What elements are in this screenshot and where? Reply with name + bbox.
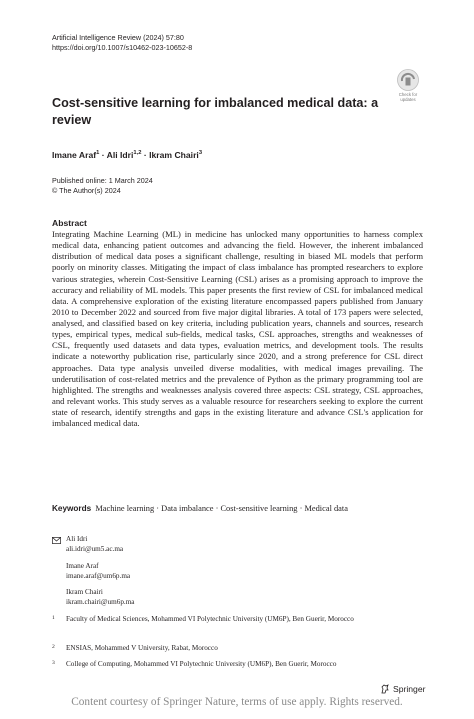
keyword: Medical data xyxy=(304,504,348,513)
keyword: Data imbalance xyxy=(161,504,214,513)
contact-email[interactable]: imane.araf@um6p.ma xyxy=(66,571,131,580)
contact-person xyxy=(66,588,135,607)
check-for-updates-icon xyxy=(393,68,423,104)
affiliation-text: ENSIAS, Mohammed V University, Rabat, Morocco xyxy=(66,644,218,652)
publication-info xyxy=(52,176,153,196)
affiliation-number: 3 xyxy=(52,660,55,666)
copyright-line: © The Author(s) 2024 xyxy=(52,186,121,195)
publisher-name: Springer xyxy=(393,684,426,694)
affiliation-text: College of Computing, Mohammed VI Polytechnic University (UM6P), Ben Guerir, Morocco xyxy=(66,660,337,668)
check-for-updates-badge[interactable] xyxy=(393,68,423,104)
contact-person xyxy=(66,535,123,554)
springer-horse-icon xyxy=(380,684,390,694)
courtesy-footer: Content courtesy of Springer Nature, terms of use apply. Rights reserved. xyxy=(71,696,403,708)
author-name[interactable]: Ali Idri xyxy=(106,150,134,160)
contact-name: Imane Araf xyxy=(66,562,99,570)
badge-line-1: Check for xyxy=(398,92,418,97)
author-list xyxy=(52,150,202,160)
keyword-separator: · xyxy=(213,504,221,513)
contact-email[interactable]: ali.idri@um5.ac.ma xyxy=(66,544,124,553)
author-affiliation-sup: 1,2 xyxy=(133,150,142,157)
author-name[interactable]: Ikram Chairi xyxy=(149,150,199,160)
paper-title: Cost-sensitive learning for imbalanced medical data: a review xyxy=(52,96,379,127)
author-separator: · xyxy=(99,150,107,160)
doi-link[interactable]: https://doi.org/10.1007/s10462-023-10652-8 xyxy=(52,43,193,52)
published-date: Published online: 1 March 2024 xyxy=(52,176,153,185)
keyword: Cost-sensitive learning xyxy=(220,504,298,513)
author-separator: · xyxy=(141,150,150,160)
contact-person xyxy=(66,562,130,581)
keyword-separator: · xyxy=(154,504,162,513)
affiliation-text: Faculty of Medical Sciences, Mohammed VI Polytechnic University (UM6P), Ben Guerir, Morocco xyxy=(66,615,354,623)
journal-header xyxy=(52,33,192,53)
author-name[interactable]: Imane Araf xyxy=(52,150,97,160)
journal-citation: Artificial Intelligence Review (2024) 57:80 xyxy=(52,33,184,42)
badge-line-2: updates xyxy=(400,97,416,102)
author-affiliation-sup: 3 xyxy=(198,150,203,157)
keywords-list xyxy=(95,504,348,513)
keyword-separator: · xyxy=(297,504,305,513)
affiliation-number: 1 xyxy=(52,615,55,621)
keyword: Machine learning xyxy=(95,504,155,513)
abstract-body: Integrating Machine Learning (ML) in medicine has unlocked many opportunities to harness complex medical data, enhancing patient outcomes and advancing the field. However, the inherent imbalanced distribution of medical data poses a significant challenge, resulting in biased ML models that perform poorly on minority classes. Mitigating the impact of class imbalance has prompted researchers to explore various strategies, wherein Cost-Sensitive Learning (CSL) arises as a promising approach to improve the accuracy and reliability of ML models. This paper presents the first review of CSL for imbalanced medical data. A comprehensive exploration of the existing literature encompassed papers published from January 2010 to December 2022 and sourced from five major digital libraries. A total of 173 papers were selected, analysed, and classified based on key criteria, including publication years, channels and sources, research types, empirical types, medical sub-fields, medical tasks, CSL approaches, strengths and weaknesses of CSL, frequently used datasets and data types, evaluation metrics, and development tools. The results indicate a noteworthy publication rise, particularly since 2020, and a strong preference for CSL direct approaches. Data type analysis unveiled diverse modalities, with medical images prevailing. The underutilisation of cost-related metrics and the prevalence of Python as the primary programming tool are highlighted. The strengths and weaknesses analysis covered three aspects: CSL strategy, CSL approaches, and relevant works. This study serves as a valuable resource for researchers seeking to explore the current state of research, identify strengths and gaps in the existing literature and advance CSL's application for imbalanced medical data. xyxy=(52,229,423,429)
envelope-icon xyxy=(52,537,61,544)
contact-name: Ali Idri xyxy=(66,535,88,543)
abstract-heading: Abstract xyxy=(52,218,87,228)
author-affiliation-sup: 1 xyxy=(96,150,100,157)
keywords-label: Keywords xyxy=(52,504,92,513)
keywords-line xyxy=(52,504,348,513)
contact-email[interactable]: ikram.chairi@um6p.ma xyxy=(66,597,135,606)
contact-name: Ikram Chairi xyxy=(66,588,103,596)
publisher-logo xyxy=(380,684,425,694)
affiliation-number: 2 xyxy=(52,644,55,650)
